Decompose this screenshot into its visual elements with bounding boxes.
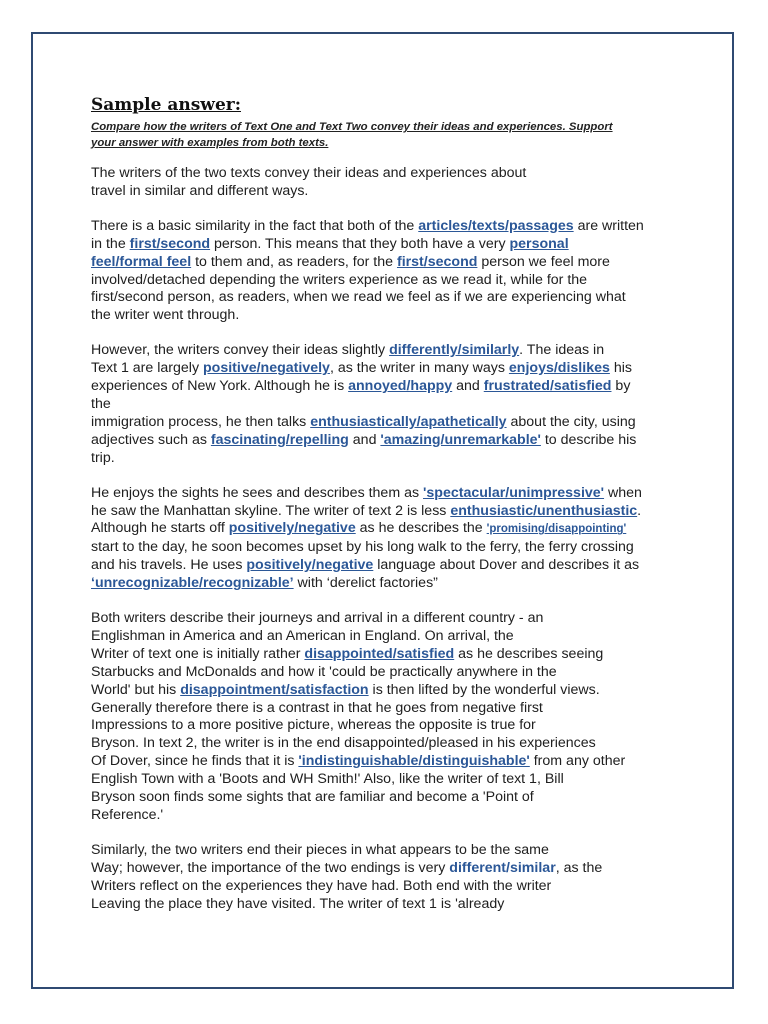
text-line (91, 165, 691, 183)
answer-option: different/similar (449, 859, 556, 876)
text-line (91, 664, 691, 682)
text-segment: and (452, 378, 484, 395)
text-line (91, 360, 691, 378)
text-segment: Writer of text one is initially rather (91, 645, 305, 662)
text-line (91, 878, 691, 896)
text-segment: to describe his (540, 431, 637, 448)
text-line (91, 289, 691, 307)
answer-option: enthusiastically/apathetically (310, 413, 507, 430)
text-line (91, 485, 691, 503)
text-segment: Impressions to a more positive picture, whereas the opposite is true for (91, 717, 536, 734)
text-line (91, 610, 691, 628)
answer-paragraph (91, 165, 691, 201)
text-line (91, 700, 691, 718)
text-segment: Bryson. In text 2, the writer is in the end disappointed/pleased in his experiences (91, 735, 596, 752)
text-line (91, 503, 691, 521)
text-line (91, 450, 691, 468)
text-segment: Of Dover, since he finds that it is (91, 753, 299, 770)
text-line (91, 575, 691, 593)
text-segment: is then lifted by the wonderful views. (368, 681, 600, 698)
document-body (91, 95, 691, 931)
text-segment: Writers reflect on the experiences they have had. Both end with the writer (91, 877, 552, 894)
text-segment: as he describes seeing (454, 645, 604, 662)
text-line (91, 520, 691, 539)
answer-option: enjoys/dislikes (508, 360, 610, 377)
text-line (91, 896, 691, 914)
text-line (91, 218, 691, 236)
text-segment: to them and, as readers, for the (191, 253, 397, 270)
text-segment: However, the writers convey their ideas slightly (91, 342, 390, 359)
text-segment: , as the writer in many ways (329, 360, 509, 377)
page-title: Sample answer: (91, 95, 241, 115)
text-line (91, 628, 691, 646)
text-line (91, 807, 691, 825)
answer-option: 'promising/disappointing' (486, 523, 627, 536)
text-segment: and his travels. He uses (91, 557, 247, 574)
text-line (91, 432, 691, 450)
answer-option: disappointed/satisfied (304, 645, 455, 662)
answer-option: annoyed/happy (348, 378, 453, 395)
text-segment: when (604, 484, 642, 501)
question-line: Compare how the writers of Text One and Text Two convey their ideas and experiences. Support (91, 121, 613, 133)
text-segment: . The ideas in (519, 342, 605, 359)
text-segment: person we feel more (477, 253, 610, 270)
answer-option: positive/negatively (202, 360, 330, 377)
text-line (91, 378, 691, 396)
answer-option: 'spectacular/unimpressive' (423, 484, 605, 501)
answer-option: disappointment/satisfaction (180, 681, 369, 698)
text-segment: language about Dover and describes it as (373, 557, 640, 574)
text-segment: with ‘derelict factories” (293, 575, 438, 592)
text-line (91, 646, 691, 664)
text-segment: , as the (555, 859, 603, 876)
text-line (91, 396, 691, 414)
text-line (91, 254, 691, 272)
text-segment: as he describes the (355, 520, 487, 537)
answer-paragraph (91, 842, 691, 914)
text-segment: the (91, 395, 111, 412)
question-line: your answer with examples from both texts. (91, 137, 329, 149)
text-line (91, 307, 691, 325)
text-segment: involved/detached depending the writers experience as we read it, while for the (91, 271, 588, 288)
text-segment: Although he starts off (91, 520, 229, 537)
text-segment: Reference.' (91, 807, 164, 823)
question-prompt (91, 119, 691, 151)
answer-option: enthusiastic/unenthusiastic (450, 502, 638, 519)
text-segment: Text 1 are largely (91, 360, 203, 377)
text-line (91, 557, 691, 575)
answer-option: articles/texts/passages (418, 217, 574, 234)
text-segment: World' but his (91, 681, 181, 698)
text-line (91, 860, 691, 878)
text-segment: Similarly, the two writers end their pieces in what appears to be the same (91, 841, 549, 858)
text-segment: Generally therefore there is a contrast in that he goes from negative first (91, 699, 543, 716)
answer-option: fascinating/repelling (210, 431, 349, 448)
text-segment: Starbucks and McDonalds and how it 'could be practically anywhere in the (91, 663, 557, 680)
text-segment: Bryson soon finds some sights that are familiar and become a 'Point of (91, 789, 534, 806)
text-line (91, 272, 691, 290)
text-line (91, 183, 691, 201)
text-line (91, 771, 691, 789)
text-line (91, 753, 691, 771)
text-segment: by (611, 378, 631, 395)
text-segment: Leaving the place they have visited. The writer of text 1 is 'already (91, 895, 505, 912)
text-segment: The writers of the two texts convey their ideas and experiences about (91, 165, 527, 181)
answer-paragraph (91, 342, 691, 467)
text-segment: . (637, 502, 642, 519)
text-segment: he saw the Manhattan skyline. The writer of text 2 is less (91, 502, 451, 519)
answer-option: first/second (129, 235, 211, 252)
text-line (91, 539, 691, 557)
text-segment: from any other (529, 753, 626, 770)
answer-paragraph (91, 485, 691, 593)
text-segment: He enjoys the sights he sees and describes them as (91, 484, 424, 501)
text-segment: his (609, 360, 632, 377)
text-segment: and (348, 431, 381, 448)
text-line (91, 236, 691, 254)
text-line (91, 682, 691, 700)
answer-option: feel/formal feel (91, 253, 192, 270)
answer-option: 'indistinguishable/distinguishable' (298, 753, 530, 770)
text-segment: There is a basic similarity in the fact that both of the (91, 217, 419, 234)
text-segment: the writer went through. (91, 307, 240, 324)
answer-option: positively/negative (228, 520, 356, 537)
text-segment: Englishman in America and an American in England. On arrival, the (91, 627, 514, 644)
text-segment: adjectives such as (91, 431, 211, 448)
text-segment: trip. (91, 449, 115, 466)
text-segment: Both writers describe their journeys and arrival in a different country - an (91, 610, 544, 627)
text-segment: start to the day, he soon becomes upset by his long walk to the ferry, the ferry crossing (91, 539, 634, 556)
text-segment: about the city, using (506, 413, 636, 430)
answer-paragraph (91, 218, 691, 325)
text-segment: immigration process, he then talks (91, 413, 311, 430)
answer-option: ‘unrecognizable/recognizable’ (91, 575, 294, 592)
answer-paragraphs (91, 165, 691, 914)
answer-option: differently/similarly (389, 342, 520, 359)
answer-option: first/second (396, 253, 478, 270)
text-line (91, 414, 691, 432)
text-segment: Way; however, the importance of the two endings is very (91, 859, 450, 876)
text-segment: experiences of New York. Although he is (91, 378, 349, 395)
text-segment: travel in similar and different ways. (91, 182, 309, 199)
text-segment: English Town with a 'Boots and WH Smith!' Also, like the writer of text 1, Bill (91, 771, 564, 788)
text-line (91, 842, 691, 860)
text-line (91, 717, 691, 735)
text-segment: person. This means that they both have a very (210, 235, 510, 252)
text-line (91, 342, 691, 360)
text-segment: are written (573, 217, 644, 234)
answer-paragraph (91, 610, 691, 825)
answer-option: 'amazing/unremarkable' (380, 431, 541, 448)
text-line (91, 789, 691, 807)
text-line (91, 735, 691, 753)
answer-option: positively/negative (246, 557, 374, 574)
text-segment: in the (91, 235, 130, 252)
text-segment: first/second person, as readers, when we read we feel as if we are experiencing what (91, 289, 626, 306)
answer-option: frustrated/satisfied (483, 378, 612, 395)
answer-option: personal (509, 235, 569, 252)
